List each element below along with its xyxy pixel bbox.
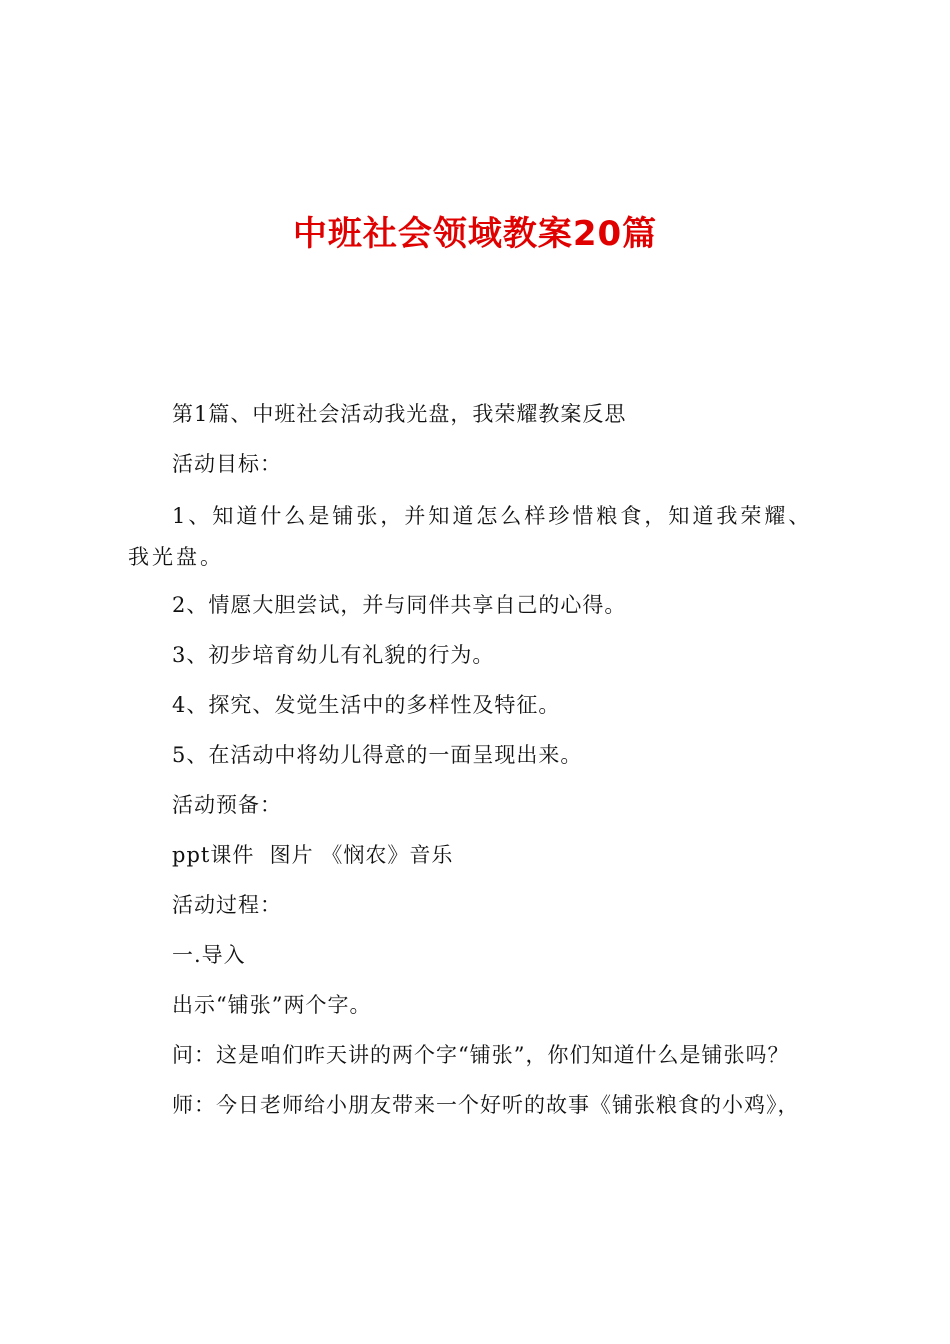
goal-item: 2、情愿大胆尝试，并与同伴共享自己的心得。 — [172, 593, 627, 617]
process-paragraph: 问：这是咱们昨天讲的两个字“铺张”，你们知道什么是铺张吗？ — [172, 1043, 790, 1067]
process-paragraph: 师：今日老师给小朋友带来一个好听的故事《铺张粮食的小鸡》， — [172, 1093, 800, 1117]
goal-item: 3、初步培育幼儿有礼貌的行为。 — [172, 643, 495, 667]
goal-item: 5、在活动中将幼儿得意的一面呈现出来。 — [172, 743, 583, 767]
process-heading: 活动过程： — [172, 893, 282, 917]
document-title: 中班社会领域教案20篇 — [292, 214, 658, 254]
section-heading: 第1篇、中班社会活动我光盘，我荣耀教案反思 — [172, 402, 627, 426]
goals-heading: 活动目标： — [172, 452, 282, 476]
preparation-heading: 活动预备： — [172, 793, 282, 817]
goal-item: 1、知道什么是铺张，并知道怎么样珍惜粮食，知道我荣耀、我光盘。 — [128, 504, 813, 569]
preparation-materials: ppt课件 图片 《悯农》音乐 — [172, 843, 454, 867]
process-step-heading: 一.导入 — [172, 943, 246, 967]
goal-item: 4、探究、发觉生活中的多样性及特征。 — [172, 693, 561, 717]
process-paragraph: 出示“铺张”两个字。 — [172, 993, 372, 1017]
document-body — [128, 396, 834, 1137]
